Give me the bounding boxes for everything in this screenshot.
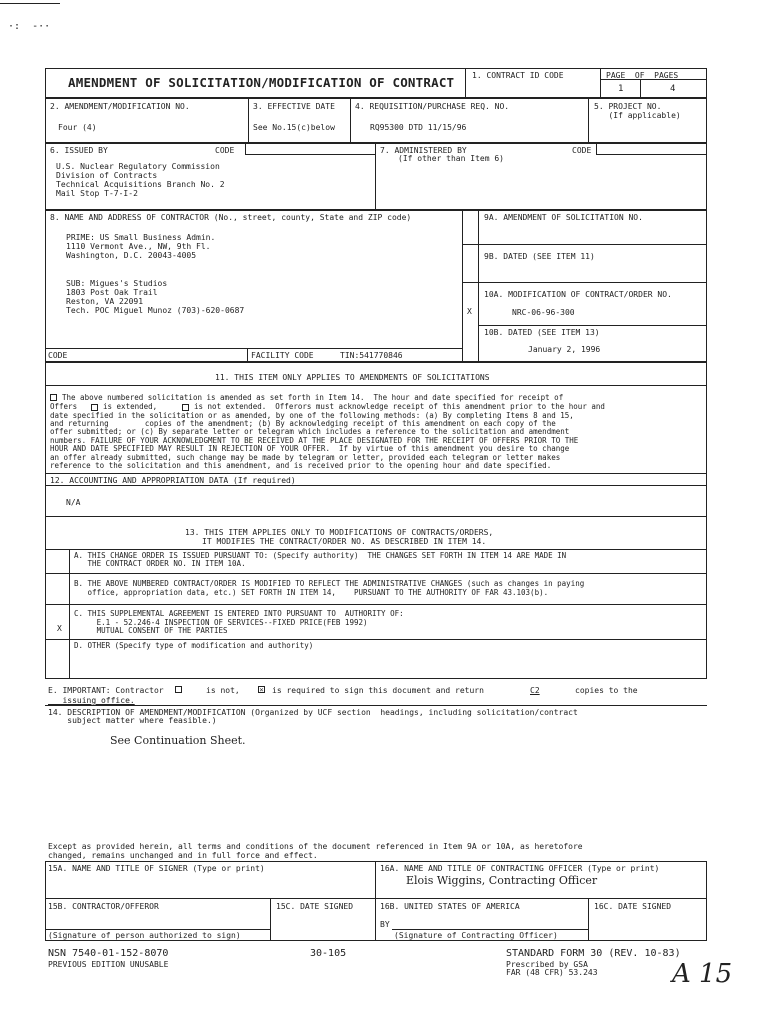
- item-11-offers: Offers: [50, 402, 78, 411]
- item-13-heading-2: IT MODIFIES THE CONTRACT/ORDER NO. AS DESCRIBED IN ITEM 14.: [202, 537, 487, 546]
- is-not-label: is not,: [206, 686, 240, 695]
- item-11-line-3: date specified in the solicitation or as amended, by one of the following methods: (a) By completing Items 8 and 15,: [50, 411, 574, 420]
- contractor-code-label: CODE: [48, 351, 68, 360]
- sub-line-2: 1803 Post Oak Trail: [66, 288, 158, 297]
- dated-10b-label: 10B. DATED (SEE ITEM 13): [484, 328, 600, 337]
- amendment-no-label: 2. AMENDMENT/MODIFICATION NO.: [50, 102, 190, 111]
- effective-date-value: See No.15(c)below: [253, 123, 335, 132]
- accounting-value: N/A: [66, 498, 81, 507]
- handwritten-mark: A 15: [672, 959, 733, 989]
- contractor-signature-label: (Signature of person authorized to sign): [48, 931, 241, 940]
- signer-name-label: 15A. NAME AND TITLE OF SIGNER (Type or print): [48, 864, 265, 873]
- item-11-extended: is extended,: [103, 402, 158, 411]
- item-13-heading-1: 13. THIS ITEM APPLIES ONLY TO MODIFICATIONS OF CONTRACTS/ORDERS,: [185, 528, 494, 537]
- item-13d-label: D. OTHER (Specify type of modification and authority): [74, 641, 314, 650]
- item-11-heading: 11. THIS ITEM ONLY APPLIES TO AMENDMENTS OF SOLICITATIONS: [215, 373, 490, 382]
- description-label: 14. DESCRIPTION OF AMENDMENT/MODIFICATION (Organized by UCF section headings, including solicitation/contract: [48, 708, 578, 717]
- modification-of-contract-label: 10A. MODIFICATION OF CONTRACT/ORDER NO.: [484, 290, 672, 299]
- description-value: See Continuation Sheet.: [110, 734, 246, 747]
- issued-by-label: 6. ISSUED BY: [50, 146, 108, 155]
- divider: [247, 348, 248, 362]
- item-13c-line-2: E.1 - 52.246-4 INSPECTION OF SERVICES--FIXED PRICE(FEB 1992): [74, 618, 368, 627]
- sub-line-1: SUB: Migues's Studios: [66, 279, 168, 288]
- contractor-offeror-label: 15B. CONTRACTOR/OFFEROR: [48, 902, 159, 911]
- effective-date-label: 3. EFFECTIVE DATE: [253, 102, 335, 111]
- form-number: 30-105: [310, 948, 347, 959]
- divider: [588, 98, 589, 143]
- divider: [45, 604, 707, 605]
- divider: [462, 244, 707, 245]
- item-11-line-8: an offer already submitted, such change may be made by telegram or letter, provided each telegram or letter makes: [50, 453, 561, 462]
- item-13c-checkmark: X: [57, 624, 62, 633]
- united-states-label: 16B. UNITED STATES OF AMERICA: [380, 902, 520, 911]
- prime-line-1: PRIME: US Small Business Admin.: [66, 233, 216, 242]
- amendment-of-solicitation-label: 9A. AMENDMENT OF SOLICITATION NO.: [484, 213, 643, 222]
- divider: [640, 79, 641, 98]
- accounting-label: 12. ACCOUNTING AND APPROPRIATION DATA (If required): [50, 476, 296, 485]
- extended-checkbox[interactable]: [91, 404, 98, 411]
- divider: [588, 898, 589, 941]
- divider: [45, 516, 707, 517]
- description-label-2: subject matter where feasible.): [48, 716, 217, 725]
- standard-form-label: STANDARD FORM 30 (REV. 10-83): [506, 948, 681, 959]
- solicitation-checkbox[interactable]: [50, 394, 57, 401]
- contracting-officer-label: 16A. NAME AND TITLE OF CONTRACTING OFFICER (Type or print): [380, 864, 660, 873]
- administered-by-sub: (If other than Item 6): [398, 154, 504, 163]
- administered-by-label: 7. ADMINISTERED BY: [380, 146, 467, 155]
- modification-checkmark: X: [467, 307, 472, 316]
- tin-value: TIN:541770846: [340, 351, 403, 360]
- important-label: E. IMPORTANT: Contractor: [48, 686, 164, 695]
- divider: [478, 325, 707, 326]
- issued-by-line-2: Division of Contracts: [56, 171, 158, 180]
- divider: [392, 929, 588, 930]
- item-11-line-4: and returning copies of the amendment; (b) By acknowledging receipt of this amendment on each copy of the: [50, 419, 556, 428]
- contract-number-value: NRC-06-96-300: [512, 308, 575, 317]
- item-13b-line-1: B. THE ABOVE NUMBERED CONTRACT/ORDER IS MODIFIED TO REFLECT THE ADMINISTRATIVE CHANGES (such as changes in paying: [74, 579, 585, 588]
- divider: [69, 549, 70, 679]
- divider: [45, 898, 707, 899]
- by-label: BY: [380, 920, 390, 929]
- item-13b-line-2: office, appropriation data, etc.) SET FORTH IN ITEM 14, PURSUANT TO THE AUTHORITY OF FAR 43.103(b).: [74, 588, 549, 597]
- contractor-label: 8. NAME AND ADDRESS OF CONTRACTOR (No., street, county, State and ZIP code): [50, 213, 412, 222]
- item-13c-line-3: MUTUAL CONSENT OF THE PARTIES: [74, 626, 228, 635]
- is-required-checkbox[interactable]: ×: [259, 686, 264, 694]
- administered-by-code-box: [596, 143, 707, 155]
- item-11-line-5: offer submitted; or (c) By separate letter or telegram which includes a reference to the solicitation and amendment: [50, 427, 570, 436]
- nsn-number: NSN 7540-01-152-8070: [48, 948, 169, 959]
- facility-code-label: FACILITY CODE: [251, 351, 314, 360]
- contract-id-code-label: 1. CONTRACT ID CODE: [472, 71, 564, 80]
- previous-edition: PREVIOUS EDITION UNUSABLE: [48, 960, 169, 969]
- is-required-label: is required to sign this document and return: [272, 686, 484, 695]
- issued-by-line-1: U.S. Nuclear Regulatory Commission: [56, 162, 220, 171]
- project-no-label: 5. PROJECT NO. (If applicable): [594, 102, 681, 120]
- issuing-office-label: issuing office.: [48, 696, 135, 705]
- far-reference: FAR (48 CFR) 53.243: [506, 968, 598, 977]
- form-title: AMENDMENT OF SOLICITATION/MODIFICATION OF CONTRACT: [68, 75, 455, 90]
- copies-value: C2: [530, 686, 540, 695]
- divider: [248, 98, 249, 143]
- is-not-checkbox[interactable]: [175, 686, 182, 693]
- requisition-label: 4. REQUISITION/PURCHASE REQ. NO.: [355, 102, 510, 111]
- not-extended-checkbox[interactable]: [182, 404, 189, 411]
- contracting-officer-name: Elois Wiggins, Contracting Officer: [406, 874, 598, 887]
- item-13a-line-1: A. THIS CHANGE ORDER IS ISSUED PURSUANT TO: (Specify authority) THE CHANGES SET FORTH IN ITEM 14 ARE MADE IN: [74, 551, 567, 560]
- administered-by-code-label: CODE: [572, 146, 592, 155]
- officer-signature-label: (Signature of Contracting Officer): [394, 931, 558, 940]
- divider: [45, 705, 707, 706]
- page-number: 1: [618, 84, 624, 94]
- sub-line-3: Reston, VA 22091: [66, 297, 144, 306]
- issued-by-code-label: CODE: [215, 146, 235, 155]
- divider: [45, 929, 270, 930]
- prime-line-3: Washington, D.C. 20043-4005: [66, 251, 197, 260]
- scan-edge-line: [0, 3, 60, 4]
- divider: [600, 68, 601, 98]
- prime-line-2: 1110 Vermont Ave., NW, 9th Fl.: [66, 242, 211, 251]
- issued-by-line-3: Technical Acquisitions Branch No. 2: [56, 180, 225, 189]
- item-13a-line-2: THE CONTRACT ORDER NO. IN ITEM 10A.: [74, 559, 246, 568]
- page-of-pages-label: PAGE OF PAGES: [606, 71, 679, 80]
- scan-mark: ·: -··: [8, 21, 51, 32]
- item-11-line-1: The above numbered solicitation is amended as set forth in Item 14. The hour and date specified for receipt of: [62, 393, 564, 402]
- divider: [45, 639, 707, 640]
- copies-label: copies to the: [575, 686, 638, 695]
- prescribed-by: Prescribed by GSA: [506, 960, 588, 969]
- divider: [45, 573, 707, 574]
- divider: [375, 143, 376, 210]
- footer-line-2: changed, remains unchanged and in full force and effect.: [48, 851, 318, 860]
- requisition-value: RQ95300 DTD 11/15/96: [370, 123, 467, 132]
- dated-10b-value: January 2, 1996: [528, 345, 601, 354]
- page-total: 4: [670, 84, 676, 94]
- divider: [350, 98, 351, 143]
- item-13c-line-1: C. THIS SUPPLEMENTAL AGREEMENT IS ENTERED INTO PURSUANT TO AUTHORITY OF:: [74, 609, 404, 618]
- issued-by-line-4: Mail Stop T-7-I-2: [56, 189, 138, 198]
- divider: [462, 210, 463, 362]
- issued-by-code-box: [245, 143, 375, 155]
- divider: [600, 79, 707, 80]
- footer-line-1: Except as provided herein, all terms and conditions of the document referenced in Item 9A or 10A, as heretofore: [48, 842, 583, 851]
- item-11-line-6: numbers. FAILURE OF YOUR ACKNOWLEDGMENT TO BE RECEIVED AT THE PLACE DESIGNATED FOR THE RECEIPT OF OFFERS PRIOR TO THE: [50, 436, 579, 445]
- dated-9b-label: 9B. DATED (SEE ITEM 11): [484, 252, 595, 261]
- divider: [45, 549, 707, 550]
- divider: [45, 473, 707, 474]
- sub-line-4: Tech. POC Miguel Munoz (703)-620-0687: [66, 306, 245, 315]
- item-11-line-7: HOUR AND DATE SPECIFIED MAY RESULT IN REJECTION OF YOUR OFFER. If by virtue of this amendment you desire to change: [50, 444, 570, 453]
- divider: [462, 282, 707, 283]
- item-11-line-2: is not extended. Offerors must acknowledge receipt of this amendment prior to the hour and: [194, 402, 605, 411]
- item-11-line-9: reference to the solicitation and this amendment, and is received prior to the opening hour and date specified.: [50, 461, 552, 470]
- divider: [45, 348, 462, 349]
- divider: [270, 898, 271, 941]
- divider: [465, 68, 466, 98]
- date-signed-15c-label: 15C. DATE SIGNED: [276, 902, 354, 911]
- divider: [478, 210, 479, 362]
- amendment-no-value: Four (4): [58, 123, 97, 132]
- date-signed-16c-label: 16C. DATE SIGNED: [594, 902, 672, 911]
- divider: [375, 861, 376, 941]
